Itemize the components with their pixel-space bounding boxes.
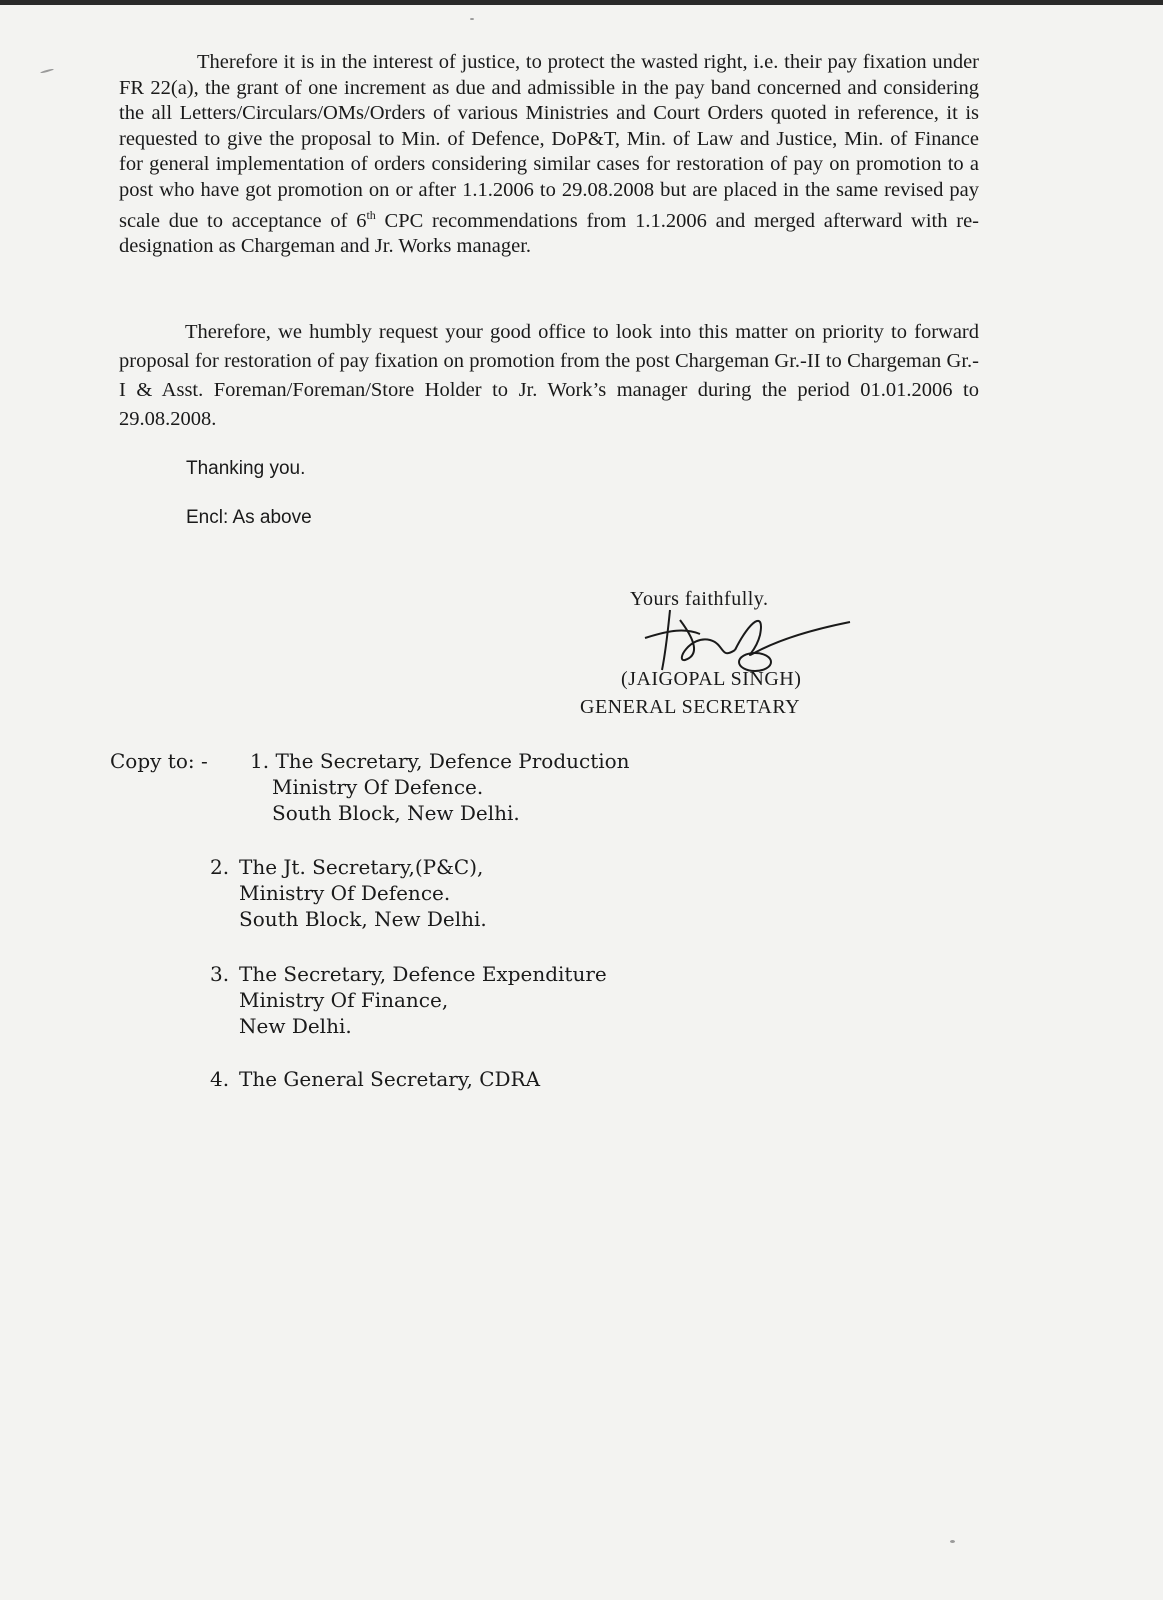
recipient-3 — [210, 961, 607, 1039]
copy-to-label: Copy to: - — [110, 749, 208, 773]
recipient-1 — [250, 748, 630, 826]
paragraph-1-text: Therefore it is in the interest of justice, to protect the wasted right, i.e. their pay fixation under FR 22(a), the grant of one increment as due and admissible in the pay band concerned and considering the all Letters/Circulars/OMs/Orders of various Ministries and Court Orders quoted in reference, it is requested to give the proposal to Min. of Defence, DoP&T, Min. of Law and Justice, Min. of Finance for general implementation of orders considering similar cases for restoration of pay on promotion to a post who have got promotion on or after 1.1.2006 to 29.08.2008 but are placed in the same revised pay scale due to acceptance of — [119, 51, 979, 232]
recipient-4 — [210, 1066, 540, 1092]
scan-speck — [40, 68, 54, 74]
recipient-line: The Secretary, Defence Production — [275, 749, 630, 773]
scan-speck — [470, 18, 474, 20]
signatory-name: (JAIGOPAL SINGH) — [621, 668, 802, 690]
enclosure-line: Encl: As above — [186, 507, 312, 528]
ordinal-suffix: th — [366, 208, 376, 222]
recipient-line: The Jt. Secretary,(P&C), — [239, 855, 484, 879]
paragraph-2-text: Therefore, we humbly request your good office to look into this matter on priority to forward proposal for restoration of pay fixation on promotion from the post Chargeman Gr.-II to Chargeman Gr.-I & Asst. Foreman/Foreman/Store Holder to Jr. Work’s manager during the period 01.01.2006 to 29.08.2008. — [119, 321, 979, 430]
recipient-number: 1. — [250, 749, 270, 773]
recipient-line: South Block, New Delhi. — [239, 907, 487, 931]
ordinal-number: 6 — [356, 209, 367, 232]
signatory-designation: GENERAL SECRETARY — [580, 696, 801, 718]
closing-line: Yours faithfully. — [630, 588, 769, 610]
recipient-line: Ministry Of Defence. — [239, 881, 451, 905]
recipient-line: New Delhi. — [239, 1014, 352, 1038]
recipient-line: Ministry Of Defence. — [272, 775, 484, 799]
body-paragraph-2 — [119, 318, 979, 434]
recipient-number: 2. — [210, 855, 230, 879]
body-paragraph-1 — [119, 50, 979, 260]
thanks-line: Thanking you. — [186, 458, 306, 479]
paragraph-1-end: CPC recommendations from 1.1.2006 and merged afterward with re-designation as Chargeman and Jr. Works manager. — [119, 209, 979, 258]
recipient-line: The General Secretary, CDRA — [239, 1067, 541, 1091]
recipient-line: Ministry Of Finance, — [239, 988, 449, 1012]
recipient-line: The Secretary, Defence Expenditure — [239, 962, 607, 986]
recipient-2 — [210, 854, 487, 932]
recipient-line: South Block, New Delhi. — [272, 801, 520, 825]
recipient-number: 3. — [210, 962, 230, 986]
scan-speck — [950, 1540, 955, 1543]
recipient-number: 4. — [210, 1067, 230, 1091]
